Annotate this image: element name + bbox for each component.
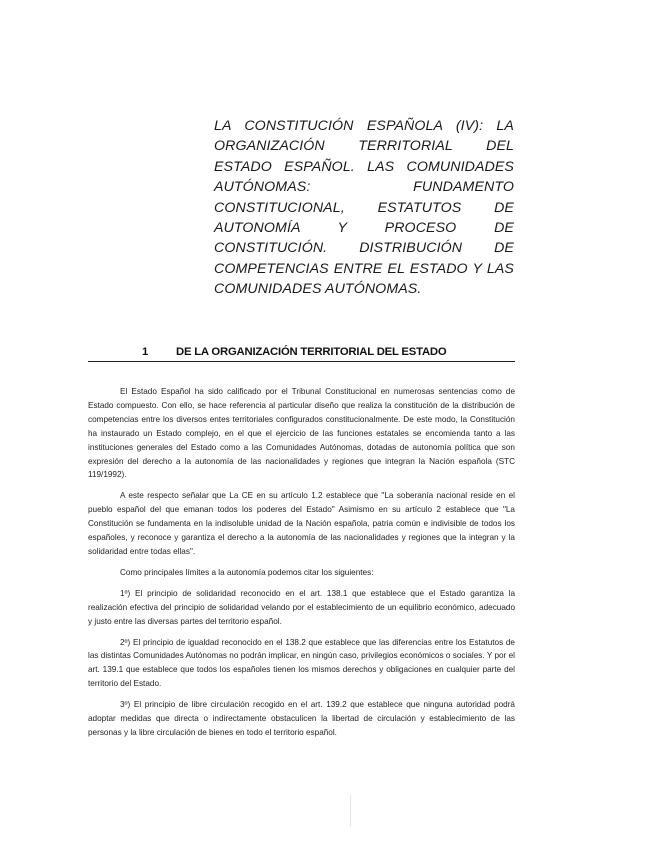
paragraph-principio-igualdad: 2º) El principio de igualdad reconocido en el 138.2 que establece que las diferencias entre los Estatutos de las distintas Comunidades Autónomas no podrán implicar, en ningún caso, privilegios económicos o sociales. Y por el art. 139.1 que establece que todos los españoles tienen los mismos derechos y obligaciones en cualquier parte del territorio del Estado. (88, 637, 515, 689)
paragraph-principio-solidaridad: 1º) El principio de solidaridad reconocido en el art. 138.1 que establece que el Estado garantiza la realización efectiva del principio de solidaridad velando por el establecimiento de un equilibrio económico, adecuado y justo entre las diversas partes del territorio español. (88, 588, 515, 626)
paragraph-estado-compuesto: El Estado Español ha sido calificado por el Tribunal Constitucional en numerosas sentencias como de Estado compuesto. Con ello, se hace referencia al particular diseño que realiza la constitución de la distribución de competencias entre los diversos entes territoriales configurados constitucionalmente. De este modo, la Constitución ha instaurado un Estado complejo, en el que el ejercicio de las funciones estatales se encomienda tanto a las instituciones generales del Estado como a las Comunidades Autónomas, dotadas de autonomía política que son expresión del derecho a la autonomía de las nacionalidades y regiones que integran la Nación española (STC 119/1992). (88, 387, 515, 480)
paragraph-libre-circulacion: 3º) El principio de libre circulación recogido en el art. 139.2 que establece que ninguna autoridad podrá adoptar medidas que directa o indirectamente obstaculicen la libertad de circulación y establecimiento de las personas y la libre circulación de bienes en todo el territorio español. (88, 700, 515, 737)
document-title: LA CONSTITUCIÓN ESPAÑOLA (IV): LA ORGANIZACIÓN TERRITORIAL DEL ESTADO ESPAÑOL. LAS COMUNIDADES AUTÓNOMAS: FUNDAMENTO CONSTITUCIONAL, ESTATUTOS DE AUTONOMÍA Y PROCESO DE CONSTITUCIÓN. DISTRIBUCIÓN DE COMPETENCIAS ENTRE EL ESTADO Y LAS COMUNIDADES AUTÓNOMAS. (214, 118, 514, 298)
page-footer-divider (350, 795, 351, 827)
paragraph-articulos-1-2: A este respecto señalar que La CE en su artículo 1.2 establece que "La soberanía nacional reside en el pueblo español del que emanan todos los poderes del Estado" Asimismo en su artículo 2 establece que "La Constitución se fundamenta en la indisoluble unidad de la Nación española, patria común e indivisible de todos los españoles, y reconoce y garantiza el derecho a la autonomía de las nacionalidades y regiones que la integran y la solidaridad entre todas ellas". (88, 491, 515, 556)
paragraph-limites-intro: Como principales límites a la autonomía podemos citar los siguientes: (120, 567, 374, 577)
body-text (88, 385, 515, 747)
section-number: 1 (142, 346, 149, 358)
section-heading (88, 343, 515, 362)
section-title: DE LA ORGANIZACIÓN TERRITORIAL DEL ESTADO (176, 346, 447, 358)
